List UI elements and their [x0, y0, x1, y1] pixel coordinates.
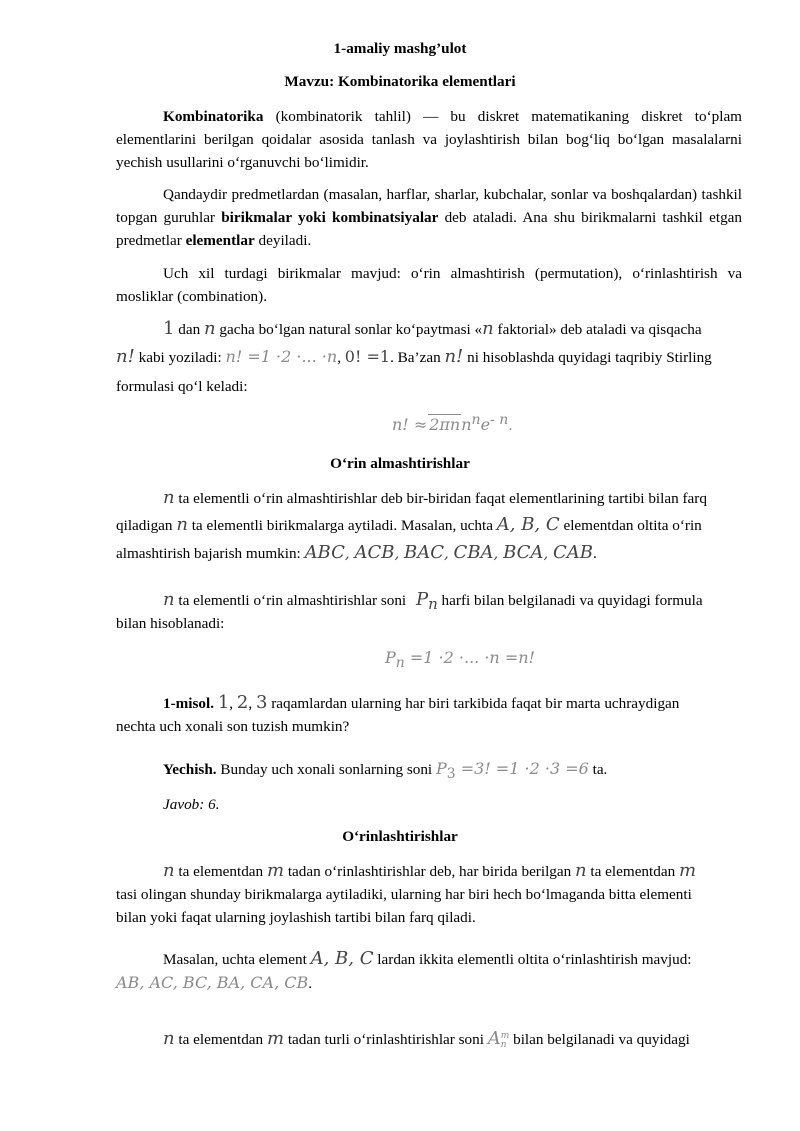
- text: Masalan, uchta element: [163, 951, 311, 968]
- digit-2: 2: [236, 692, 249, 713]
- math-abc: A, B, C: [310, 948, 374, 969]
- math-exponent-neg-n: - n: [490, 412, 509, 428]
- math-P: P: [415, 589, 429, 610]
- perm-bca: BCA: [503, 542, 544, 563]
- math-P: P: [435, 759, 447, 778]
- factorial-line-1: [163, 318, 743, 339]
- math-e: e: [480, 415, 491, 435]
- text: ta elementdan: [174, 1031, 267, 1048]
- solution-label: Yechish.: [163, 761, 217, 778]
- math-solution-formula: =3! =1 ·2 ·3 =6: [455, 759, 589, 778]
- permutation-line-3: almashtirish bajarish mumkin: ABC, ACB, BAC, CBA, BCA, CAB.: [116, 542, 597, 563]
- text: dan: [174, 321, 204, 338]
- term-elementlar: elementlar: [185, 232, 255, 249]
- text: gacha bo‘lgan natural sonlar ko‘paytmasi «: [215, 321, 483, 338]
- math-subscript-n: n: [395, 655, 405, 672]
- text: tadan o‘rinlashtirishlar deb, har birida berilgan: [284, 863, 576, 880]
- text: .: [308, 975, 313, 992]
- stirling-formula: [392, 412, 513, 435]
- math-one: 1: [163, 318, 175, 339]
- math-n: n: [203, 318, 216, 339]
- text: deb ataladi. Ana shu birikmalarni tashkil etgan predmetlar: [116, 209, 742, 249]
- intro-paragraph: [116, 105, 742, 174]
- text: bilan belgilanadi va quyidagi: [509, 1031, 690, 1048]
- math-n-factorial: n!: [116, 346, 135, 367]
- paragraph-combinations: [116, 183, 742, 252]
- permutation-line-2: [116, 514, 746, 535]
- math-P: P: [385, 648, 396, 667]
- math-n: n: [482, 318, 494, 339]
- math-sqrt-2pin: 2πn: [429, 415, 461, 435]
- math-n-factorial: n!: [444, 346, 464, 367]
- math-arrangement-list: AB, AC, BC, BA, CA, CB: [116, 973, 309, 992]
- text: raqamlardan ularning har biri tarkibida faqat bir marta uchraydigan: [267, 695, 680, 712]
- intro-text: (kombinatorik tahlil) — bu diskret matematikaning diskret to‘plam elementlarini berilgan qoidalar asosida tanlash va joylashtirish bilan bog‘liq bo‘lgan masalalarni yechish usullarini o‘rganuvchi bo‘limidir.: [116, 108, 742, 171]
- example-line-1: 1-misol. 1, 2, 3 raqamlardan ularning har biri tarkibida faqat bir marta uchraydigan: [163, 692, 680, 713]
- example-label: 1-misol.: [163, 695, 215, 712]
- text: ta elementli o‘rin almashtirishlar soni: [174, 592, 410, 609]
- text: ni hisoblashda quyidagi taqribiy Stirling: [463, 349, 712, 366]
- perm-abc: ABC: [304, 542, 345, 563]
- text: deyiladi.: [254, 232, 312, 249]
- perm-acb: ACB: [354, 542, 395, 563]
- factorial-line-2: [116, 346, 746, 367]
- arrangement-example-line-1: [163, 948, 743, 969]
- math-abc: A, B, C: [496, 514, 560, 535]
- text: qiladigan: [116, 517, 177, 534]
- math-n: n: [163, 589, 175, 610]
- solution-line: [163, 759, 743, 782]
- text: faktorial» deb ataladi va qisqacha: [493, 321, 702, 338]
- math-zero-factorial: 0! =1: [344, 347, 391, 366]
- math-m: m: [678, 860, 697, 881]
- math-period: .: [508, 418, 513, 435]
- math-n: n: [163, 1028, 175, 1049]
- permutation-line-1: [163, 487, 743, 508]
- arrangement-line-2: tasi olingan shunday birikmalarga aytiladiki, ularning har biri hech bo‘lmaganda bitta elementi: [116, 886, 692, 903]
- text: ta elementli o‘rin almashtirishlar deb bir-biridan faqat elementlarining tartibi bilan farq: [174, 490, 707, 507]
- text: tadan turli o‘rinlashtirishlar soni: [284, 1031, 488, 1048]
- section-heading-permutations: O‘rin almashtirishlar: [330, 455, 470, 472]
- math-exponent-n: n: [471, 412, 481, 428]
- text: almashtirish bajarish mumkin:: [116, 545, 305, 562]
- math-n: n: [163, 487, 175, 508]
- digit-3: 3: [255, 692, 268, 713]
- text: Qandaydir predmetlardan (masalan, harflar, sharlar, kubchalar, sonlar va boshqalardan) tashkil topgan guruhlar: [116, 186, 742, 226]
- text: kabi yoziladi:: [134, 349, 226, 366]
- perm-cba: CBA: [453, 542, 494, 563]
- perm-cab: CAB: [552, 542, 593, 563]
- math-A: A: [487, 1028, 501, 1049]
- math-subscript-n: n: [500, 1039, 507, 1050]
- text: elementdan oltita o‘rin: [559, 517, 702, 534]
- text: . Ba’zan: [390, 349, 445, 366]
- arrangement-line-1: [163, 860, 743, 881]
- permutation-count-line-1: [163, 589, 743, 613]
- text: lardan ikkita elementli oltita o‘rinlashtirish mavjud:: [373, 951, 692, 968]
- text: harfi bilan belgilanadi va quyidagi formula: [437, 592, 703, 609]
- example-line-2: nechta uch xonali son tuzish mumkin?: [116, 718, 350, 735]
- math-n: n: [461, 415, 472, 435]
- factorial-line-3: formulasi qo‘l keladi:: [116, 378, 248, 395]
- text: ta.: [588, 761, 608, 778]
- math-stirling-left: n! ≈: [392, 415, 428, 435]
- text: ta elementdan: [174, 863, 267, 880]
- permutation-formula: [385, 648, 535, 671]
- perm-bac: BAC: [404, 542, 444, 563]
- section-heading-arrangements: O‘rinlashtirishlar: [342, 828, 458, 845]
- digit-1: 1: [217, 692, 230, 713]
- math-n: n: [163, 860, 175, 881]
- math-permutation-formula: =1 ·2 ·... ·n =n!: [404, 648, 535, 667]
- document-title: 1-amaliy mashg’ulot: [333, 40, 467, 57]
- math-n: n: [176, 514, 188, 535]
- permutation-count-line-2: bilan hisoblanadi:: [116, 615, 225, 632]
- math-m: m: [266, 860, 285, 881]
- text: ,: [337, 349, 345, 366]
- arrangement-example-line-2: [116, 973, 312, 993]
- arrangement-line-3: bilan yoki faqat ularning joylashish tartibi bilan farq qiladi.: [116, 909, 476, 926]
- text: ta elementdan: [586, 863, 679, 880]
- term-kombinatorika: Kombinatorika: [163, 108, 264, 125]
- math-factorial-formula: n! =1 ·2 ·... ·n: [225, 347, 338, 366]
- topic-heading: Mavzu: Kombinatorika elementlari: [284, 73, 516, 90]
- term-birikmalar: birikmalar yoki kombinatsiyalar: [221, 209, 439, 226]
- math-subscript-3: 3: [446, 766, 456, 783]
- math-n: n: [575, 860, 587, 881]
- arrangement-count-line: [163, 1028, 743, 1050]
- text: Bunday uch xonali sonlarning soni: [216, 761, 436, 778]
- answer-line: Javob: 6.: [163, 796, 220, 813]
- text: ta elementli birikmalarga aytiladi. Masalan, uchta: [187, 517, 497, 534]
- paragraph-types: Uch xil turdagi birikmalar mavjud: o‘rin almashtirish (permutation), o‘rinlashtirish va mosliklar (combination).: [116, 265, 742, 305]
- math-superscript-m: m: [500, 1030, 510, 1041]
- math-m: m: [266, 1028, 285, 1049]
- math-subscript-n: n: [428, 595, 438, 614]
